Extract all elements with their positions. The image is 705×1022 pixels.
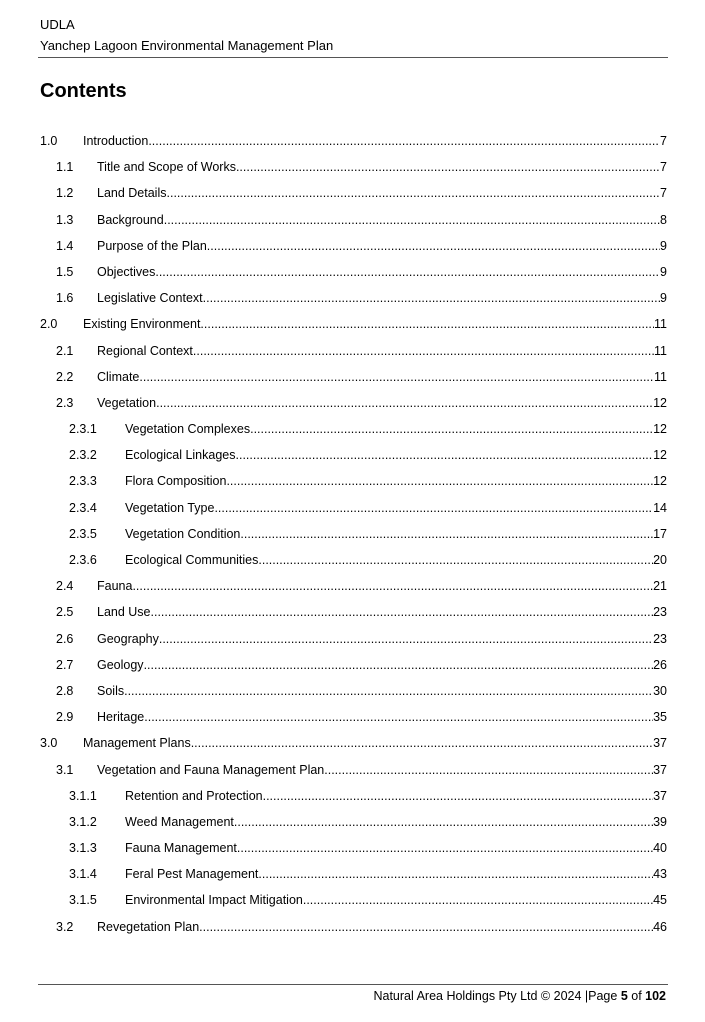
- toc-entry-number: 2.7: [56, 657, 74, 672]
- toc-entry-number: 1.4: [56, 238, 74, 253]
- toc-entry-number: 3.1.5: [69, 893, 97, 908]
- page-title: Contents: [40, 80, 127, 102]
- toc-entry[interactable]: [40, 156, 667, 182]
- toc-dot-leader: [240, 523, 653, 545]
- toc-entry-link[interactable]: [125, 785, 667, 807]
- toc-entry-link[interactable]: [97, 340, 667, 362]
- toc-entry-number: 2.3.1: [69, 422, 97, 437]
- toc-entry-title: Introduction: [83, 134, 149, 148]
- toc-entry-number: 3.1.1: [69, 788, 97, 803]
- toc-entry-page: 30: [653, 683, 667, 698]
- toc-entry[interactable]: [40, 130, 667, 156]
- toc-dot-leader: [144, 654, 654, 676]
- toc-entry-title: Weed Management: [125, 814, 234, 829]
- toc-entry-page: 45: [653, 893, 667, 908]
- toc-entry-page: 12: [653, 395, 667, 410]
- toc-entry-number: 3.1.4: [69, 867, 97, 882]
- toc-entry-title: Soils: [97, 683, 125, 698]
- toc-entry[interactable]: [40, 182, 667, 208]
- toc-entry-link[interactable]: [125, 811, 667, 833]
- toc-dot-leader: [200, 313, 654, 335]
- toc-entry-link[interactable]: [97, 366, 667, 388]
- toc-entry-number: 1.1: [56, 160, 74, 175]
- toc-dot-leader: [156, 392, 653, 414]
- toc-dot-leader: [303, 889, 653, 911]
- toc-entry[interactable]: [40, 811, 667, 837]
- toc-entry[interactable]: [40, 470, 667, 496]
- toc-entry-title: Existing Environment: [83, 317, 201, 332]
- toc-entry-title: Environmental Impact Mitigation: [125, 893, 303, 908]
- toc-entry-number: 2.3.5: [69, 526, 97, 541]
- toc-entry-link[interactable]: [97, 392, 667, 414]
- toc-entry-link[interactable]: [125, 889, 667, 911]
- footer-of-label: of: [627, 989, 646, 1003]
- toc-entry-page: 35: [653, 710, 667, 725]
- toc-entry[interactable]: [40, 759, 667, 785]
- toc-entry-link[interactable]: [125, 523, 667, 545]
- toc-entry-number: 3.1: [56, 762, 74, 777]
- toc-entry-link[interactable]: [83, 732, 667, 754]
- toc-dot-leader: [263, 785, 654, 807]
- toc-entry-title: Vegetation and Fauna Management Plan: [97, 762, 325, 777]
- toc-entry[interactable]: [40, 654, 667, 680]
- toc-entry-title: Vegetation: [97, 395, 157, 410]
- toc-entry-page: 17: [653, 526, 667, 541]
- toc-entry-number: 1.5: [56, 264, 74, 279]
- toc-entry[interactable]: [40, 313, 667, 339]
- toc-dot-leader: [214, 497, 653, 519]
- header-divider: [38, 57, 668, 58]
- toc-dot-leader: [203, 287, 660, 309]
- toc-entry-title: Background: [97, 212, 164, 227]
- toc-entry-link[interactable]: [97, 706, 667, 728]
- header-org: UDLA: [40, 17, 75, 32]
- toc-dot-leader: [151, 601, 654, 623]
- toc-entry-link[interactable]: [97, 261, 667, 283]
- toc-dot-leader: [258, 549, 653, 571]
- toc-dot-leader: [324, 759, 653, 781]
- toc-entry-number: 2.6: [56, 631, 74, 646]
- toc-entry-page: 9: [660, 238, 667, 253]
- toc-entry-title: Revegetation Plan: [97, 919, 200, 934]
- toc-dot-leader: [164, 209, 660, 231]
- toc-entry-number: 2.8: [56, 683, 74, 698]
- toc-dot-leader: [236, 444, 654, 466]
- toc-entry[interactable]: [40, 785, 667, 811]
- toc-dot-leader: [159, 628, 653, 650]
- toc-entry-title: Feral Pest Management: [125, 867, 259, 882]
- toc-entry-title: Legislative Context: [97, 291, 203, 306]
- toc-entry-page: 12: [653, 422, 667, 437]
- toc-entry-link[interactable]: [97, 916, 667, 938]
- toc-entry-page: 11: [654, 317, 667, 332]
- toc-entry-link[interactable]: [97, 759, 667, 781]
- toc-entry-page: 11: [654, 343, 667, 358]
- toc-entry-number: 2.4: [56, 579, 74, 594]
- toc-entry[interactable]: [40, 444, 667, 470]
- toc-entry-link[interactable]: [125, 497, 667, 519]
- toc-entry-page: 9: [660, 291, 667, 306]
- toc-entry-title: Retention and Protection: [125, 788, 263, 803]
- toc-entry-page: 9: [660, 264, 667, 279]
- toc-entry-title: Vegetation Type: [125, 500, 215, 515]
- toc-entry-title: Vegetation Condition: [125, 526, 241, 541]
- toc-entry-number: 3.1.3: [69, 841, 97, 856]
- toc-entry-link[interactable]: [125, 418, 667, 440]
- toc-entry[interactable]: [40, 732, 667, 758]
- toc-entry-title: Title and Scope of Works: [97, 160, 236, 175]
- toc-entry[interactable]: [40, 680, 667, 706]
- toc-entry-page: 21: [653, 579, 667, 594]
- toc-entry-page: 20: [653, 553, 667, 567]
- toc-entry[interactable]: [40, 235, 667, 261]
- toc-entry-number: 1.0: [40, 134, 58, 148]
- toc-entry[interactable]: [40, 549, 667, 575]
- toc-dot-leader: [236, 156, 660, 178]
- toc-entry-number: 2.3.3: [69, 474, 97, 489]
- toc-entry-number: 1.6: [56, 291, 74, 306]
- toc-dot-leader: [234, 811, 653, 833]
- toc-entry-title: Management Plans: [83, 736, 191, 751]
- toc-entry-title: Purpose of the Plan: [97, 238, 207, 253]
- toc-entry[interactable]: [40, 601, 667, 627]
- toc-entry-page: 12: [653, 474, 667, 489]
- toc-entry-page: 7: [660, 186, 667, 201]
- toc-entry-title: Ecological Linkages: [125, 448, 236, 463]
- toc-entry-link[interactable]: [97, 601, 667, 623]
- toc-entry[interactable]: [40, 418, 667, 444]
- toc-entry-link[interactable]: [125, 444, 667, 466]
- toc-entry[interactable]: [40, 261, 667, 287]
- toc-entry-title: Objectives: [97, 264, 156, 279]
- toc-entry[interactable]: [40, 209, 667, 235]
- toc-entry-page: 37: [653, 762, 667, 777]
- toc-dot-leader: [193, 340, 654, 362]
- toc-dot-leader: [148, 130, 660, 152]
- toc-entry-number: 2.5: [56, 605, 74, 620]
- toc-entry-number: 3.2: [56, 919, 74, 934]
- toc-entry-link[interactable]: [83, 130, 667, 152]
- toc-entry-page: 23: [653, 631, 667, 646]
- toc-entry[interactable]: [40, 340, 667, 366]
- footer-page-total: 102: [645, 989, 666, 1003]
- toc-entry-page: 37: [653, 736, 667, 751]
- toc-entry[interactable]: [40, 523, 667, 549]
- toc-entry[interactable]: [40, 916, 667, 942]
- page-footer: [373, 986, 666, 1006]
- toc-entry-link[interactable]: [97, 156, 667, 178]
- toc-entry-page: 23: [653, 605, 667, 620]
- toc-entry-page: 14: [653, 500, 667, 515]
- toc-entry-link[interactable]: [97, 235, 667, 257]
- toc-entry-link[interactable]: [125, 863, 667, 885]
- toc-entry-title: Vegetation Complexes: [125, 422, 251, 437]
- toc-entry-page: 7: [660, 134, 667, 148]
- toc-entry-number: 2.3.2: [69, 448, 97, 463]
- toc-entry-title: Climate: [97, 369, 140, 384]
- toc-entry-page: 39: [653, 814, 667, 829]
- header-document-title: Yanchep Lagoon Environmental Management Plan: [40, 38, 334, 53]
- toc-entry[interactable]: [40, 889, 667, 915]
- toc-entry-title: Geology: [97, 657, 144, 672]
- toc-entry-title: Geography: [97, 631, 159, 646]
- toc-entry-number: 1.3: [56, 212, 74, 227]
- toc-entry-number: 2.3.6: [69, 553, 97, 567]
- toc-entry-link[interactable]: [97, 209, 667, 231]
- toc-dot-leader: [250, 418, 653, 440]
- table-of-contents: [40, 130, 667, 942]
- toc-entry-number: 2.0: [40, 317, 58, 332]
- toc-entry-page: 7: [660, 160, 667, 175]
- toc-entry-number: 2.9: [56, 710, 74, 725]
- toc-entry[interactable]: [40, 863, 667, 889]
- toc-entry-link[interactable]: [125, 549, 667, 571]
- toc-entry-number: 2.3.4: [69, 500, 97, 515]
- toc-dot-leader: [258, 863, 653, 885]
- toc-entry-page: 26: [653, 657, 667, 672]
- toc-dot-leader: [132, 575, 653, 597]
- toc-entry-link[interactable]: [125, 470, 667, 492]
- toc-entry-link[interactable]: [97, 628, 667, 650]
- toc-entry-page: 8: [660, 212, 667, 227]
- toc-entry-link[interactable]: [97, 654, 667, 676]
- footer-divider: [38, 984, 668, 985]
- toc-entry-page: 43: [653, 867, 667, 882]
- footer-page-current: 5: [620, 989, 628, 1003]
- toc-dot-leader: [124, 680, 653, 702]
- toc-entry-title: Ecological Communities: [125, 553, 259, 567]
- toc-entry-page: 37: [653, 788, 667, 803]
- toc-entry[interactable]: [40, 628, 667, 654]
- page-header: [40, 14, 668, 56]
- toc-entry-title: Heritage: [97, 710, 145, 725]
- toc-entry-title: Land Details: [97, 186, 167, 201]
- toc-entry-title: Regional Context: [97, 343, 193, 358]
- toc-dot-leader: [226, 470, 653, 492]
- toc-entry-title: Land Use: [97, 605, 151, 620]
- toc-dot-leader: [155, 261, 660, 283]
- toc-entry-link[interactable]: [97, 182, 667, 204]
- toc-entry[interactable]: [40, 497, 667, 523]
- toc-entry-link[interactable]: [83, 313, 667, 335]
- footer-company: Natural Area Holdings Pty Ltd © 2024 |Page: [373, 989, 621, 1003]
- toc-entry-title: Fauna Management: [125, 841, 237, 856]
- toc-entry-page: 11: [654, 369, 667, 384]
- toc-entry[interactable]: [40, 287, 667, 313]
- toc-entry-number: 2.2: [56, 369, 74, 384]
- toc-entry-link[interactable]: [97, 680, 667, 702]
- toc-entry[interactable]: [40, 706, 667, 732]
- toc-entry-number: 2.3: [56, 395, 74, 410]
- toc-entry[interactable]: [40, 366, 667, 392]
- toc-entry-page: 12: [653, 448, 667, 463]
- toc-entry[interactable]: [40, 575, 667, 601]
- toc-entry-number: 1.2: [56, 186, 74, 201]
- toc-entry[interactable]: [40, 392, 667, 418]
- toc-dot-leader: [237, 837, 653, 859]
- toc-dot-leader: [144, 706, 653, 728]
- toc-entry-number: 3.1.2: [69, 814, 97, 829]
- toc-entry-number: 3.0: [40, 736, 58, 751]
- toc-entry-link[interactable]: [97, 575, 667, 597]
- toc-dot-leader: [199, 916, 653, 938]
- toc-dot-leader: [139, 366, 654, 388]
- toc-dot-leader: [191, 732, 653, 754]
- toc-entry-page: 46: [653, 919, 667, 934]
- toc-entry-link[interactable]: [97, 287, 667, 309]
- toc-entry-number: 2.1: [56, 343, 74, 358]
- toc-entry-title: Fauna: [97, 579, 133, 594]
- toc-dot-leader: [167, 182, 661, 204]
- toc-entry-title: Flora Composition: [125, 474, 227, 489]
- toc-entry-link[interactable]: [125, 837, 667, 859]
- toc-entry-page: 40: [653, 841, 667, 856]
- toc-dot-leader: [207, 235, 660, 257]
- toc-entry[interactable]: [40, 837, 667, 863]
